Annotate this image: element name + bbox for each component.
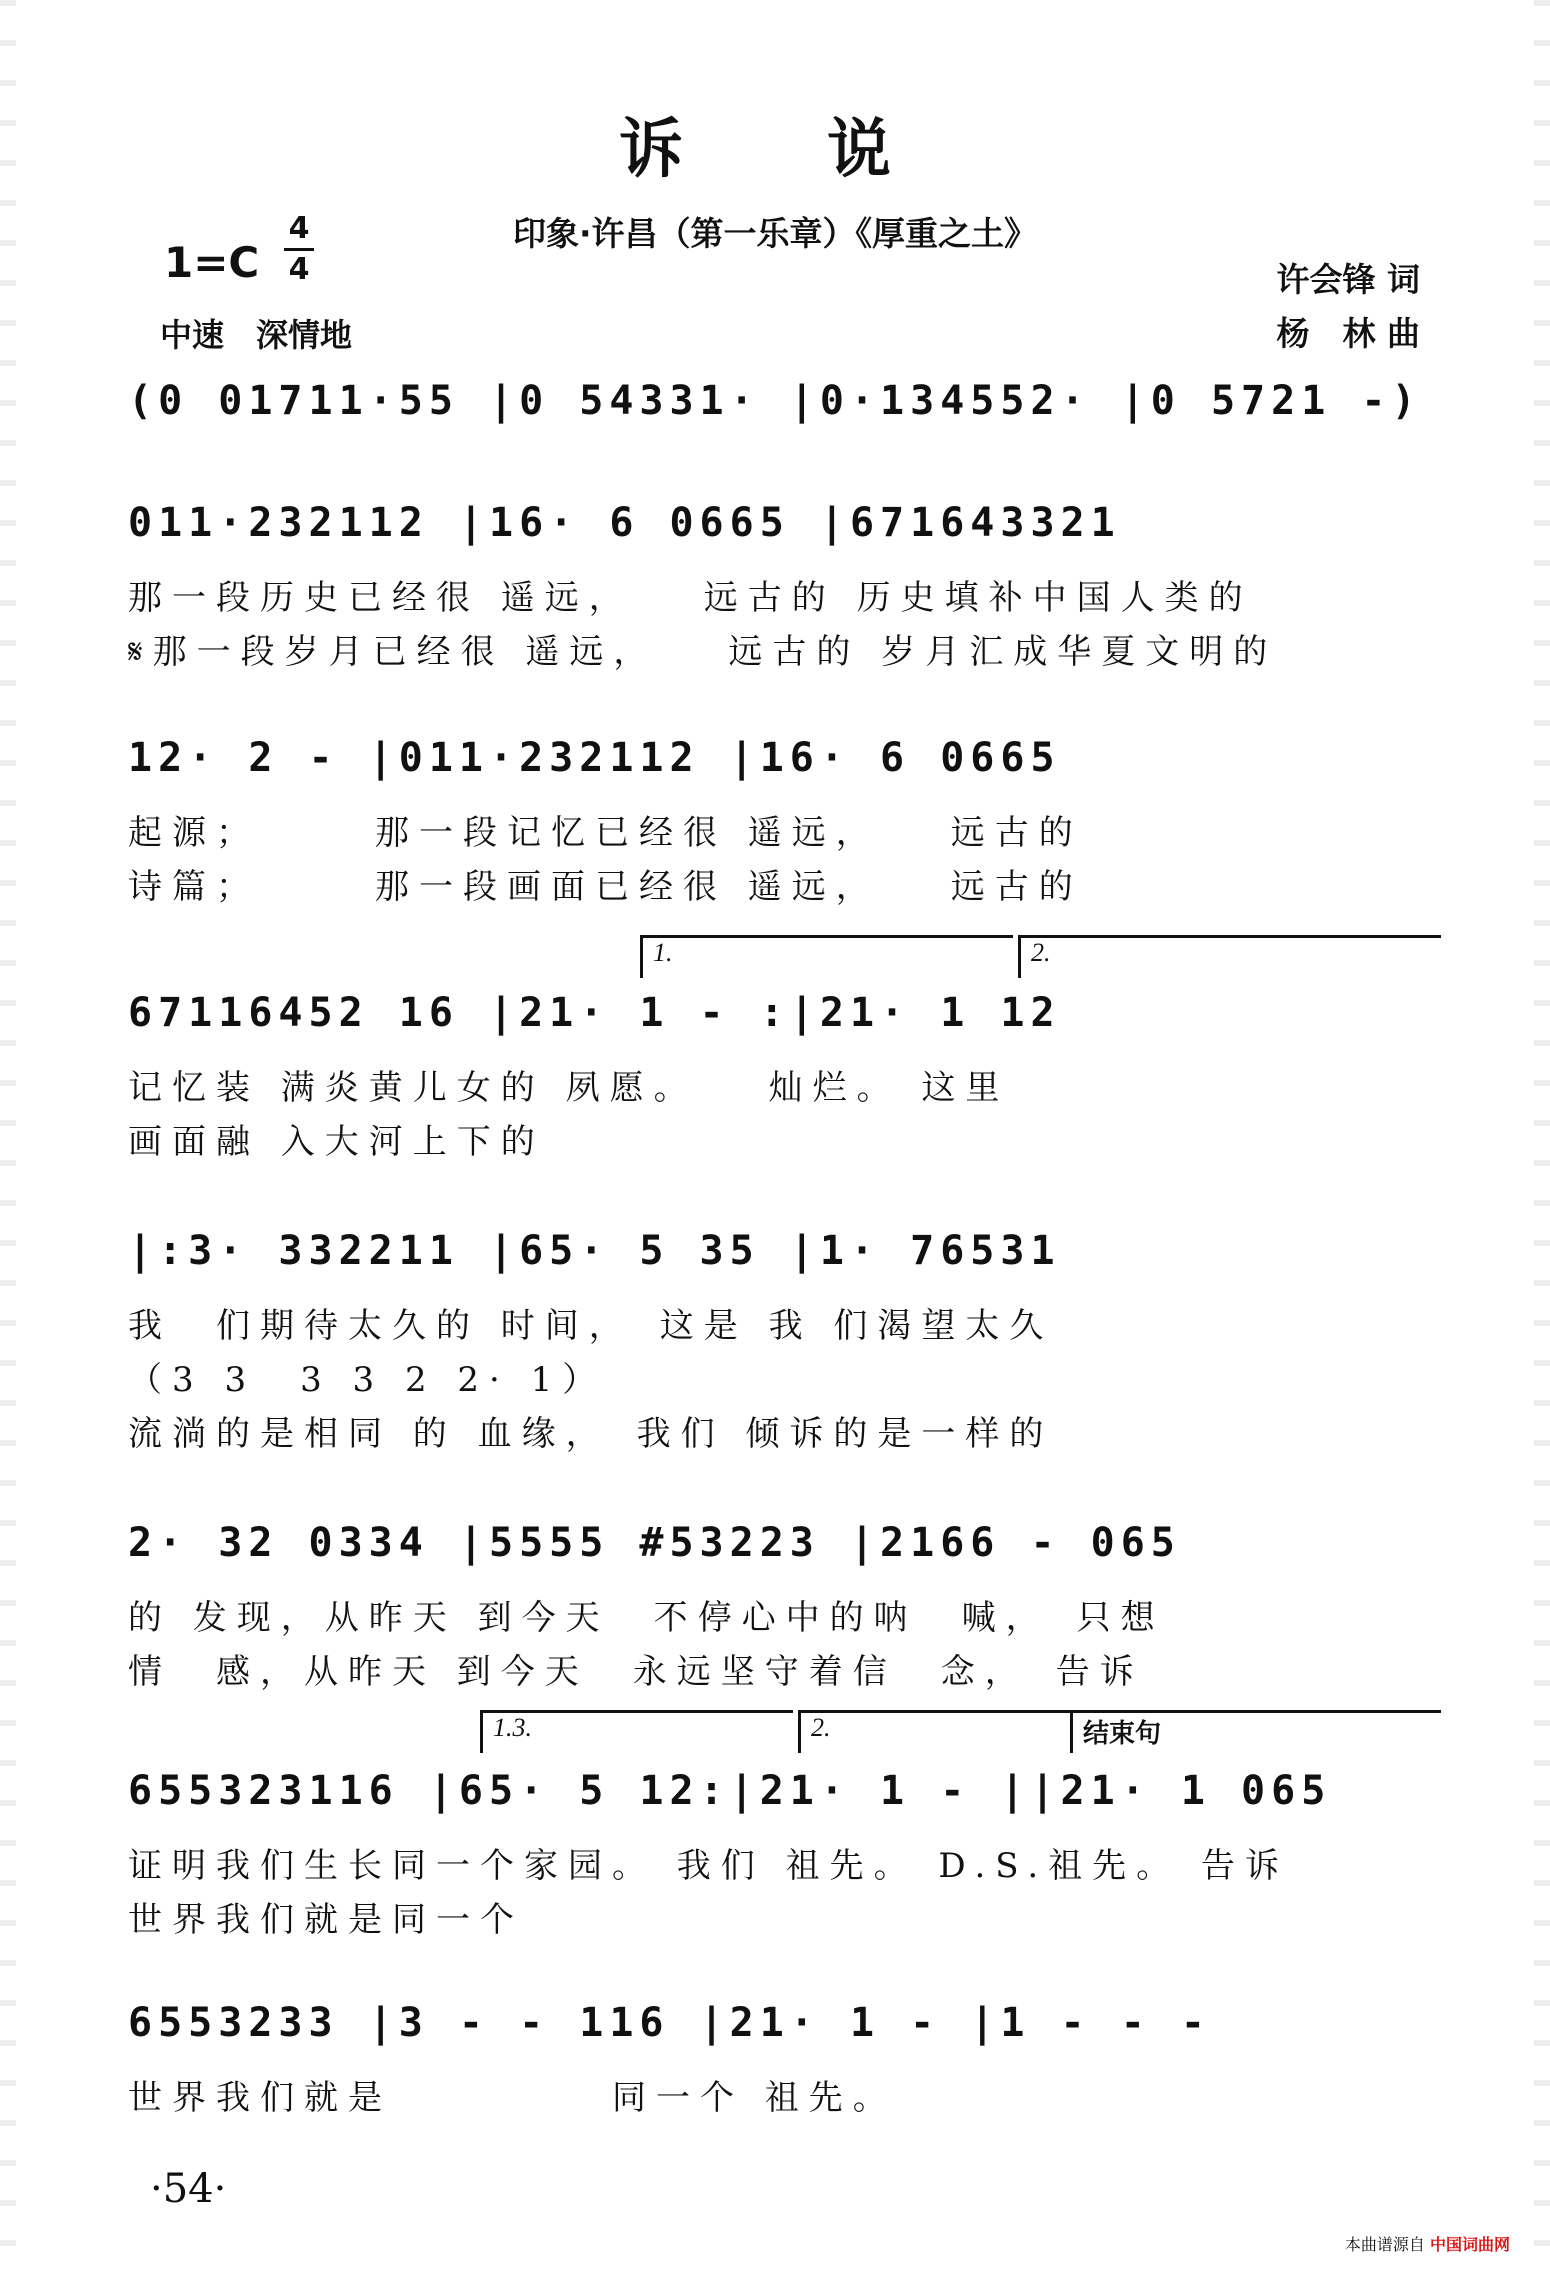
notation-line: |:3· 332211 |65· 5 35 |1· 76531 bbox=[128, 1228, 1061, 1274]
volta-1-3: 1.3. bbox=[480, 1710, 793, 1753]
notation-line: 011·232112 |16· 6 0665 |671643321 bbox=[128, 500, 1121, 546]
lyric-line-verse1: 那一段历史已经很 遥远， 远古的 历史填补中国人类的 bbox=[128, 578, 1253, 618]
notation-line: 655323116 |65· 5 12:|21· 1 - ||21· 1 065 bbox=[128, 1768, 1332, 1814]
notation-line: 67116452 16 |21· 1 - :|21· 1 12 bbox=[128, 990, 1061, 1036]
lyric-line-verse2: 画面融 入大河上下的 bbox=[128, 1122, 545, 1162]
lyric-line-verse1: 证明我们生长同一个家园。 我们 祖先。 D.S.祖先。 告诉 bbox=[128, 1846, 1289, 1886]
lyricist-credit: 许会锋 词 bbox=[1276, 260, 1420, 299]
source-site-link[interactable]: 中国词曲网 bbox=[1429, 2235, 1510, 2254]
composer-credit: 杨 林 曲 bbox=[1276, 314, 1420, 353]
lyric-line-verse1: 起源； 那一段记忆已经很 遥远， 远古的 bbox=[128, 813, 1083, 853]
lyric-line-verse2: 诗篇； 那一段画面已经很 遥远， 远古的 bbox=[128, 867, 1083, 907]
staff-row-6 bbox=[128, 1520, 1428, 1698]
song-title: 诉 说 bbox=[619, 112, 931, 187]
source-credit bbox=[1345, 2232, 1510, 2255]
time-signature bbox=[284, 212, 314, 287]
source-text: 本曲谱源自 bbox=[1344, 2235, 1425, 2254]
staff-row-4 bbox=[128, 990, 1428, 1168]
staff-row-3 bbox=[128, 735, 1428, 913]
volta-second-ending: 2. bbox=[1018, 935, 1441, 978]
lyric-line-verse2: 流淌的是相同 的 血缘， 我们 倾诉的是一样的 bbox=[128, 1414, 1054, 1454]
staff-row-5 bbox=[128, 1228, 1428, 1460]
lyric-line-verse2: 世界我们就是同一个 bbox=[128, 1900, 524, 1940]
lyric-line-verse1: 记忆装 满炎黄儿女的 夙愿。 灿烂。 这里 bbox=[128, 1068, 1010, 1108]
notation-line: 12· 2 - |011·232112 |16· 6 0665 bbox=[128, 735, 1061, 781]
time-sig-bottom: 4 bbox=[288, 252, 310, 287]
notation-line: 2· 32 0334 |5555 #53223 |2166 - 065 bbox=[128, 1520, 1181, 1566]
song-subtitle: 印象·许昌（第一乐章）《厚重之土》 bbox=[512, 214, 1038, 253]
page-number: ·54· bbox=[150, 2166, 227, 2212]
volta-ending-phrase: 结束句 bbox=[1070, 1710, 1441, 1753]
lyric-line-verse2: 情 感，从昨天 到今天 永远坚守着信 念， 告诉 bbox=[128, 1652, 1144, 1692]
lyric-line-verse2: 𝄋那一段岁月已经很 遥远， 远古的 岁月汇成华夏文明的 bbox=[128, 632, 1278, 672]
key-signature: 1=C bbox=[164, 238, 260, 287]
staff-row-1 bbox=[128, 378, 1428, 448]
tempo-marking: 中速 深情地 bbox=[160, 316, 353, 354]
staff-row-7 bbox=[128, 1768, 1428, 1946]
lyric-line-alt: （3 3 3 3 2 2· 1） bbox=[128, 1360, 607, 1400]
left-watermark-strip bbox=[0, 0, 16, 2269]
volta-2: 2. bbox=[798, 1710, 1071, 1753]
time-sig-top: 4 bbox=[288, 211, 310, 246]
notation-line: (0 01711·55 |0 54331· |0·134552· |0 5721 -) bbox=[128, 378, 1422, 424]
lyric-line-verse1: 的 发现，从昨天 到今天 不停心中的呐 喊， 只想 bbox=[128, 1598, 1165, 1638]
lyric-line-verse1: 世界我们就是 同一个 祖先。 bbox=[128, 2078, 897, 2118]
volta-first-ending: 1. bbox=[640, 935, 1013, 978]
right-watermark-strip bbox=[1534, 0, 1550, 2269]
lyric-line-verse1: 我 们期待太久的 时间， 这是 我 们渴望太久 bbox=[128, 1306, 1054, 1346]
notation-line: 6553233 |3 - - 116 |21· 1 - |1 - - - bbox=[128, 2000, 1211, 2046]
staff-row-8 bbox=[128, 2000, 1428, 2124]
staff-row-2 bbox=[128, 500, 1428, 678]
